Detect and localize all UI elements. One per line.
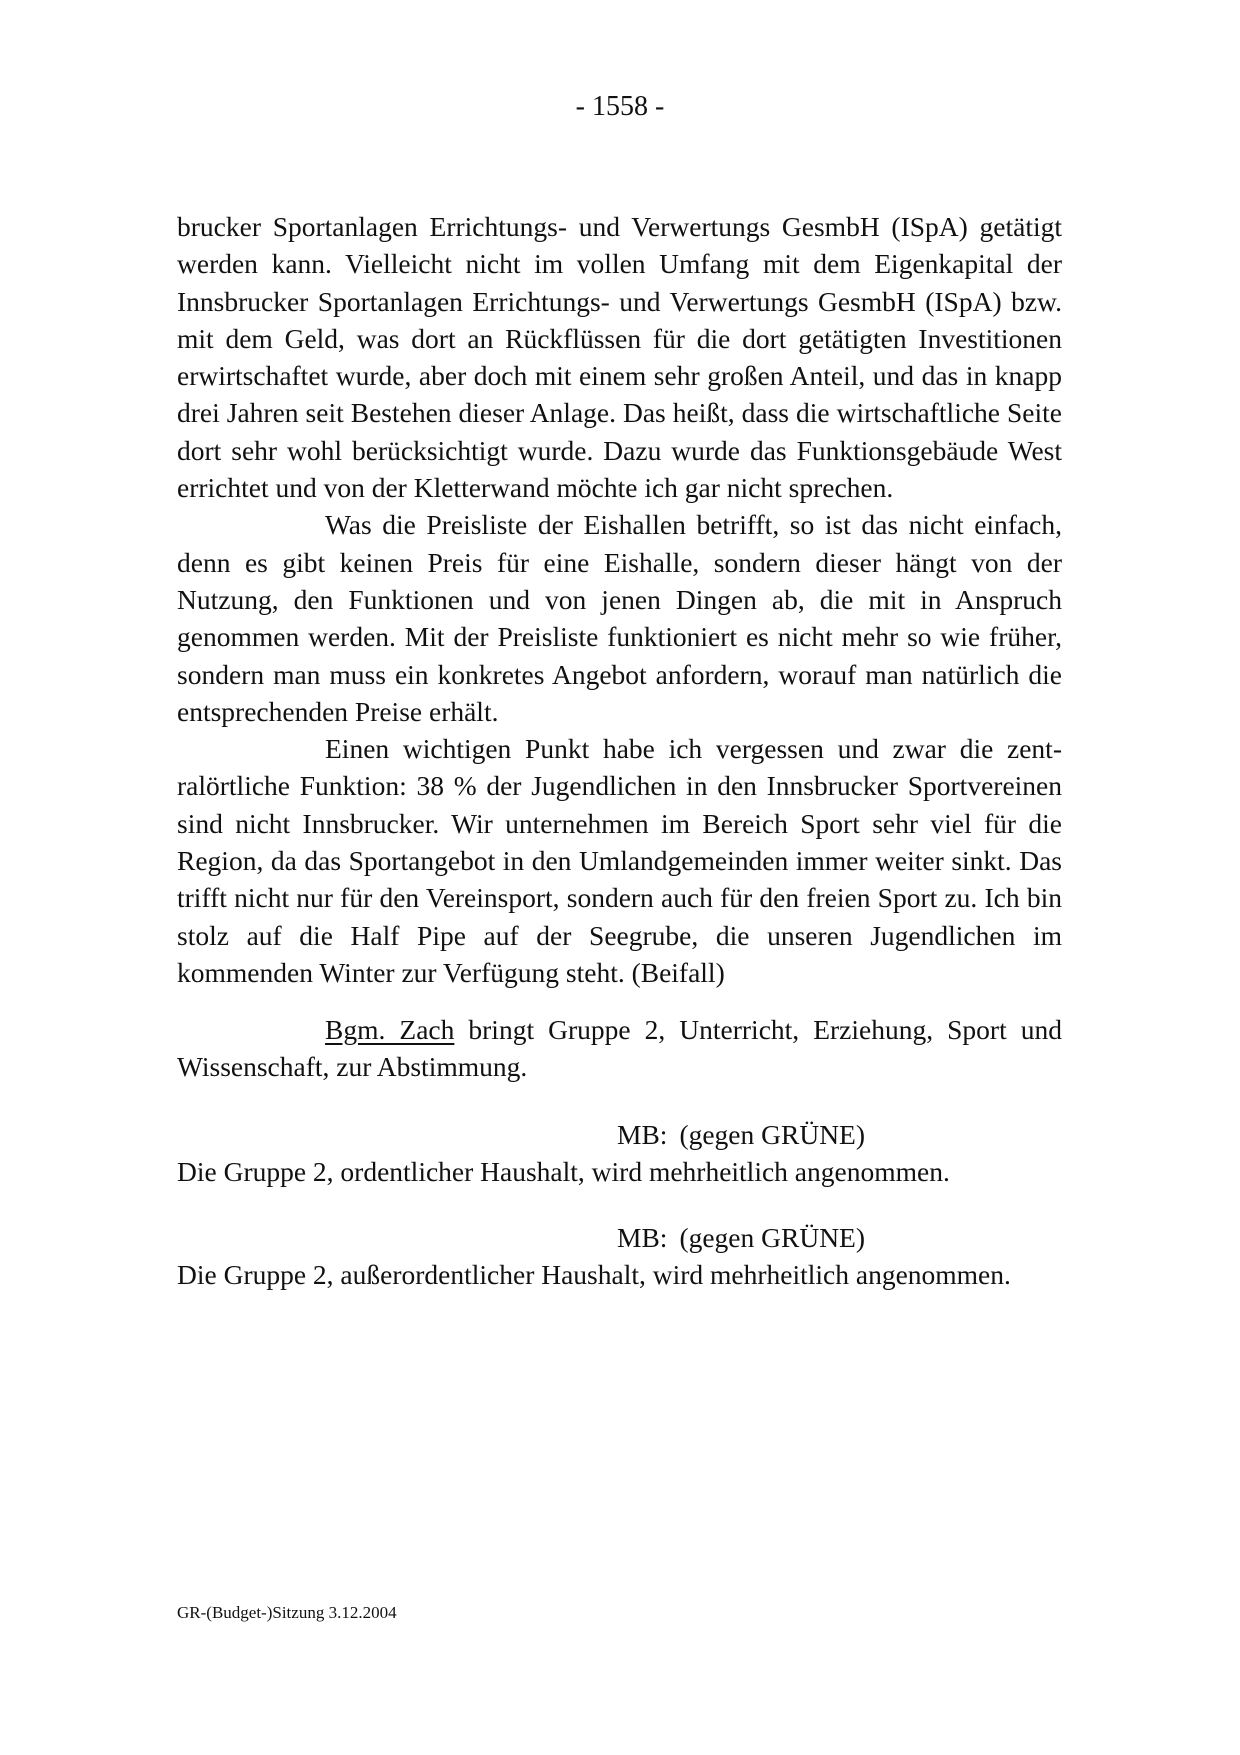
majority-label: MB: (617, 1222, 668, 1253)
footer-session-label: GR-(Budget-)Sitzung 3.12.2004 (177, 1603, 397, 1622)
paragraph-ice-hall-prices: Was die Preisliste der Eishallen betrifft, so ist das nicht einfach, denn es gibt keinen Preis für eine Eishalle, sondern dieser hängt von der Nutzung, den Funktionen und von jenen Dingen ab, die mit in Anspruch genommen werden. Mit der Preisliste funktioniert es nicht mehr so wie früher, sondern man muss ein konkretes Angebot anfordern, worauf man natürlich die entsprechenden Preise erhält. (177, 509, 1062, 727)
majority-note: (gegen GRÜNE) (679, 1222, 866, 1253)
paragraph-central-function: Einen wichtigen Punkt habe ich vergessen und zwar die zentralörtliche Funktion: 38 % der Jugendlichen in den Innsbrucker Sportvereinen sind nicht Innsbrucker. Wir unternehmen im Bereich Sport sehr viel für die Region, da das Sportangebot in den Umlandgemeinden immer weiter sinkt. Das trifft nicht nur für den Vereinsport, sondern auch für den freien Sport zu. Ich bin stolz auf die Half Pipe auf der Seegrube, die unseren Jugendlichen im kommenden Winter zur Verfügung steht. (Beifall) (177, 733, 1062, 988)
majority-label: MB: (617, 1119, 668, 1150)
vote-result-extraordinary (177, 1219, 1062, 1294)
vote-intro-paragraph (177, 1011, 1062, 1086)
majority-vote-line (177, 1116, 1062, 1153)
majority-note: (gegen GRÜNE) (679, 1119, 866, 1150)
vote-result-ordinary (177, 1116, 1062, 1191)
vote-announcement (177, 1011, 1062, 1086)
vote-result-text: Die Gruppe 2, außerordentlicher Haushalt, wird mehrheitlich angenommen. (177, 1259, 1011, 1291)
speech-text (177, 208, 1062, 991)
page-number: - 1558 - (575, 91, 665, 122)
vote-intro-text: bringt Gruppe 2, Unterricht, Erziehung, Sport und Wissenschaft, zur Abstimmung. (177, 1014, 1062, 1083)
vote-result-text: Die Gruppe 2, ordentlicher Haushalt, wird mehrheitlich angenommen. (177, 1156, 950, 1188)
paragraph-sports-facilities: brucker Sportanlagen Errichtungs- und Verwertungs GesmbH (ISpA) getätigt werden kann. Vielleicht nicht im vollen Umfang mit dem Eigenkapital der Innsbrucker Sportanlagen Errichtungs- und Verwertungs GesmbH (ISpA) bzw. mit dem Geld, was dort an Rückflüssen für die dort getätigten Investitionen erwirtschaftet wurde, aber doch mit einem sehr großen Anteil, und das in knapp drei Jahren seit Bestehen dieser Anlage. Das heißt, dass die wirtschaftliche Seite dort sehr wohl berücksichtigt wurde. Dazu wurde das Funktionsgebäude West errichtet und von der Kletterwand möchte ich gar nicht sprechen. (177, 211, 1062, 504)
majority-vote-line (177, 1219, 1062, 1256)
speaker-name: Bgm. Zach (325, 1014, 455, 1045)
